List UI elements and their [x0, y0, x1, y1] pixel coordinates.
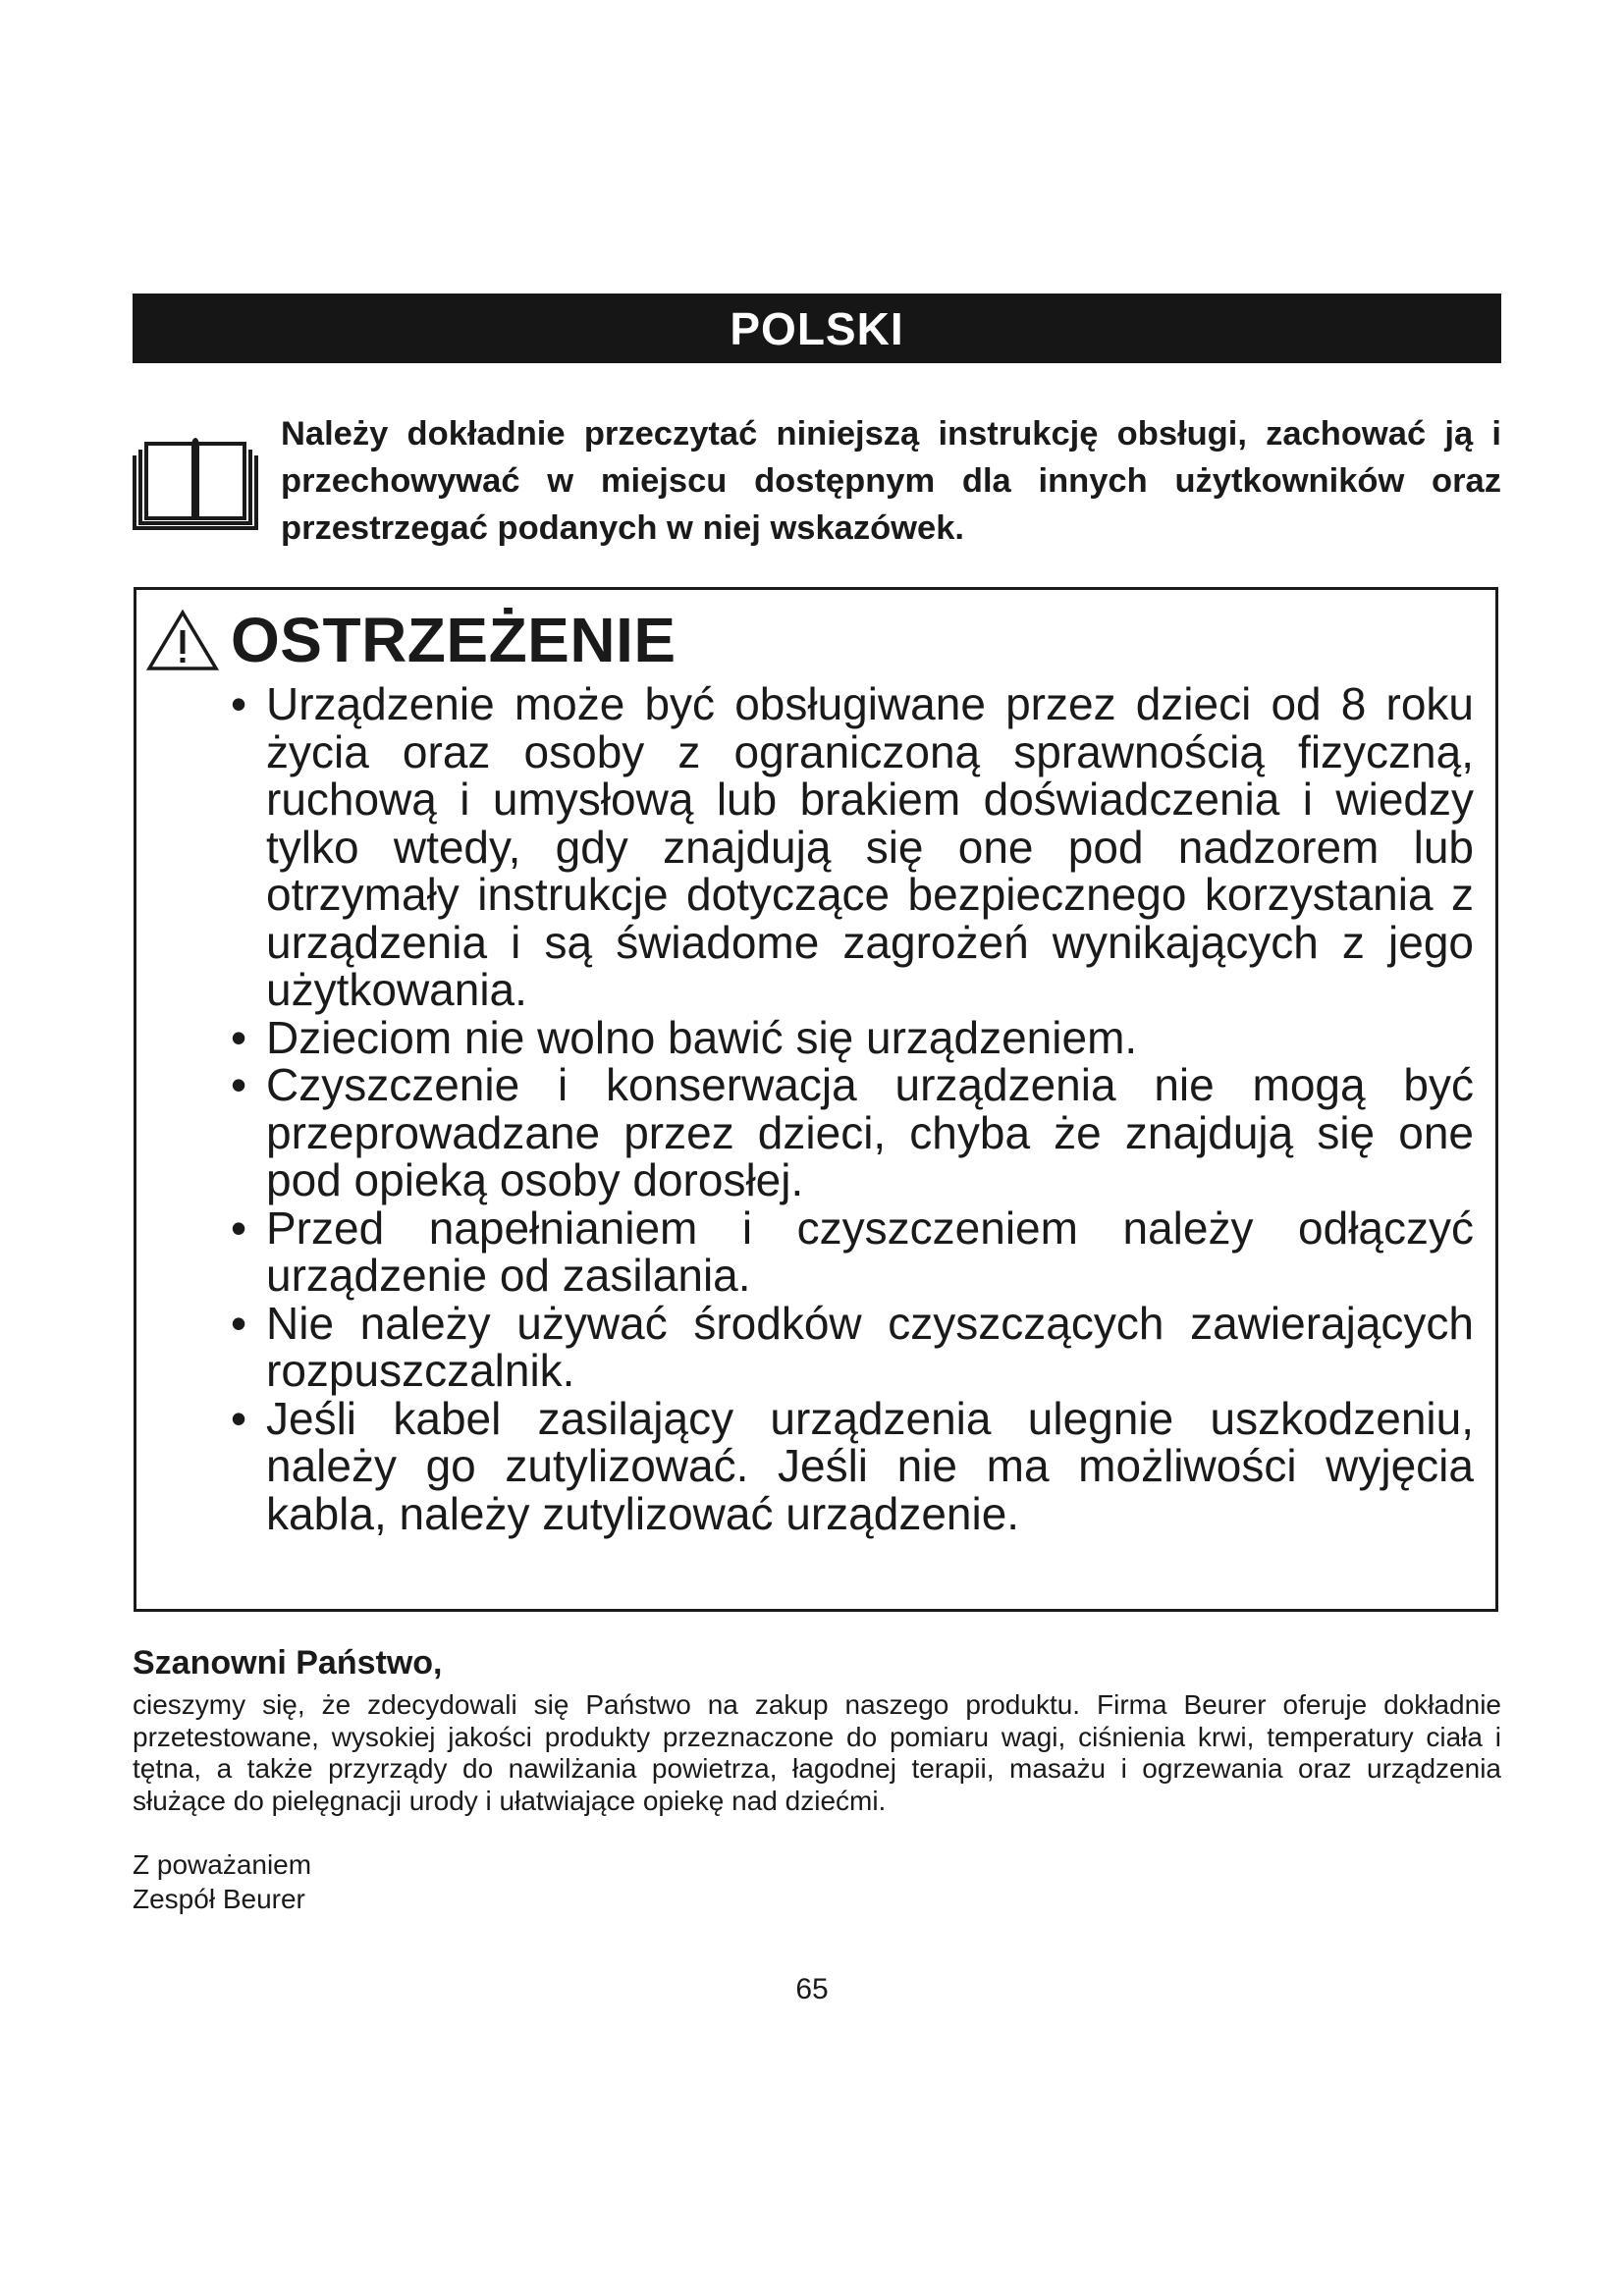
warning-item [229, 680, 1474, 1014]
bullet-icon: • [231, 1201, 247, 1254]
bullet-icon: • [231, 678, 247, 729]
bullet-icon: • [231, 1392, 247, 1444]
warning-item-text: Czyszczenie i konserwacja urządzenia nie mogą być przeprowadzane przez dzieci, chyba że znajdują się one pod opieką osoby dorosłej. [266, 1059, 1474, 1205]
language-header [133, 294, 1501, 363]
warning-list [229, 680, 1474, 1537]
bullet-icon: • [231, 1011, 247, 1063]
warning-box [134, 587, 1498, 1612]
book-icon [131, 422, 260, 532]
letter-greeting: Szanowni Państwo, [133, 1644, 443, 1682]
warning-item-text: Jeśli kabel zasilający urządzenia ulegnie uszkodzeniu, należy go zutylizować. Jeśli nie ma możliwości wyjęcia kabla, należy zutylizować urządzenie. [266, 1392, 1474, 1539]
warning-item [229, 1201, 1474, 1301]
warning-item-text: Przed napełnianiem i czyszczeniem należy odłączyć urządzenie od zasilania. [266, 1201, 1474, 1301]
warning-item [229, 1297, 1474, 1396]
warning-item [229, 1392, 1474, 1539]
warning-item [229, 1061, 1474, 1204]
letter-closing [133, 1847, 311, 1916]
warning-item [229, 1011, 1474, 1063]
warning-item-text: Urządzenie może być obsługiwane przez dzieci od 8 roku życia oraz osoby z ograniczoną sprawnością fizyczną, ruchową i umysłową lub brakiem doświadczenia i wiedzy tylko wtedy, gdy znajdują się one pod nadzorem lub otrzymały instrukcje dotyczące bezpiecznego korzystania z urządzenia i są świadome zagrożeń wynikających z jego użytkowania. [266, 678, 1474, 1015]
closing-signature: Zespół Beurer [133, 1884, 305, 1914]
warning-item-text: Nie należy używać środków czyszczących zawierających rozpuszczalnik. [266, 1297, 1474, 1396]
warning-item-text: Dzieciom nie wolno bawić się urządzeniem. [266, 1011, 1138, 1063]
letter-body: cieszymy się, że zdecydowali się Państwo na zakup naszego produktu. Firma Beurer oferuje dokładnie przetestowane, wysokiej jakości produkty przeznaczone do pomiaru wagi, ciśnienia krwi, temperatury ciała i tętna, a także przyrządy do nawilżania powietrza, łagodnej terapii, masażu i ogrzewania oraz urządzenia służące do pielęgnacji urody i ułatwiające opiekę nad dziećmi. [133, 1689, 1501, 1816]
bullet-icon: • [231, 1297, 247, 1349]
closing-regards: Z poważaniem [133, 1849, 312, 1880]
warning-title: OSTRZEŻENIE [231, 605, 677, 675]
bullet-icon: • [231, 1059, 247, 1110]
warning-triangle-icon [146, 609, 219, 671]
warning-header [146, 604, 677, 676]
page-number: 65 [795, 1973, 829, 2005]
intro-instruction-text: Należy dokładnie przeczytać niniejszą instrukcję obsługi, zachować ją i przechowywać w miejscu dostępnym dla innych użytkowników oraz przestrzegać podanych w niej wskazówek. [281, 415, 1501, 547]
language-title: POLSKI [730, 302, 904, 354]
